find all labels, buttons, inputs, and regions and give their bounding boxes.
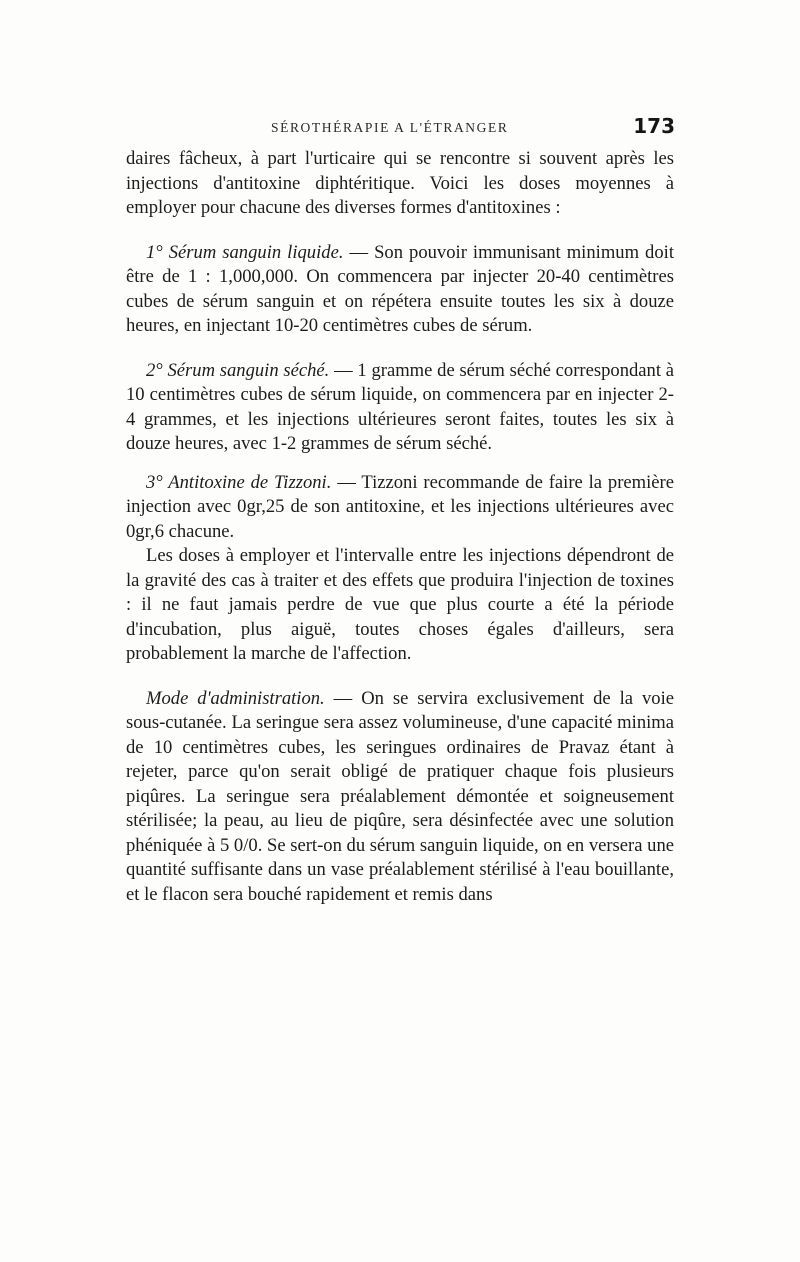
paragraph-antitoxine-tizzoni: 3° Antitoxine de Tizzoni. — Tizzoni recommande de faire la première injection avec 0gr,25 de son antitoxine, et les injections ultérieures avec 0gr,6 chacune. xyxy=(126,471,674,542)
paragraph-mode-administration: Mode d'administration. — On se servira exclusivement de la voie sous-cutanée. La seringue sera assez volumineuse, d'une capacité minima de 10 centimètres cubes, les seringues ordinaires de Pravaz étant à rejeter, parce qu'on serait obligé de pratiquer chaque fois plusieurs piqûres. La seringue sera préalablement démontée et soigneusement stérilisée; la peau, au lieu de piqûre, sera désinfectée avec une solution phéniquée à 5 0/0. Se sert-on du sérum sanguin liquide, on en versera une quantité suffisante dans un vase préalablement stérilisé à l'eau bouillante, et le flacon sera bouché rapidement et remis dans xyxy=(126,687,674,905)
paragraph-continuation: daires fâcheux, à part l'urticaire qui se rencontre si souvent après les injections d'antitoxine diphtéritique. Voici les doses moyennes à employer pour chacune des diverses formes d'antitoxines : xyxy=(126,148,674,218)
paragraph-serum-seche: 2° Sérum sanguin séché. — 1 gramme de sérum séché correspondant à 10 centimètres cubes de sérum liquide, on commencera par en injecter 2-4 grammes, et les injections ultérieures seront faites, toutes les six à douze heures, avec 1-2 grammes de sérum séché. xyxy=(126,359,675,454)
section-title: 1° Sérum sanguin liquide. xyxy=(146,241,344,263)
page-number: 173 xyxy=(633,114,675,138)
page-header xyxy=(125,114,675,142)
section-title: 2° Sérum sanguin séché. xyxy=(146,359,330,381)
paragraph-serum-liquide: 1° Sérum sanguin liquide. — Son pouvoir immunisant minimum doit être de 1 : 1,000,000. On commencera par injecter 20-40 centimètres cubes de sérum sanguin et on répétera ensuite toutes les six à douze heures, en injectant 10-20 centimètres cubes de sérum. xyxy=(126,241,674,336)
body-text xyxy=(126,147,674,907)
section-title: 3° Antitoxine de Tizzoni. xyxy=(146,471,332,493)
running-head: SÉROTHÉRAPIE A L'ÉTRANGER xyxy=(271,120,509,135)
section-title: Mode d'administration. xyxy=(146,687,325,709)
paragraph-doses: Les doses à employer et l'intervalle entre les injections dépendront de la gravité des cas à traiter et des effets que produira l'injection de toxines : il ne faut jamais perdre de vue que plus courte a été la période d'incubation, plus aiguë, toutes choses égales d'ailleurs, sera probablement la marche de l'affection. xyxy=(126,545,674,664)
